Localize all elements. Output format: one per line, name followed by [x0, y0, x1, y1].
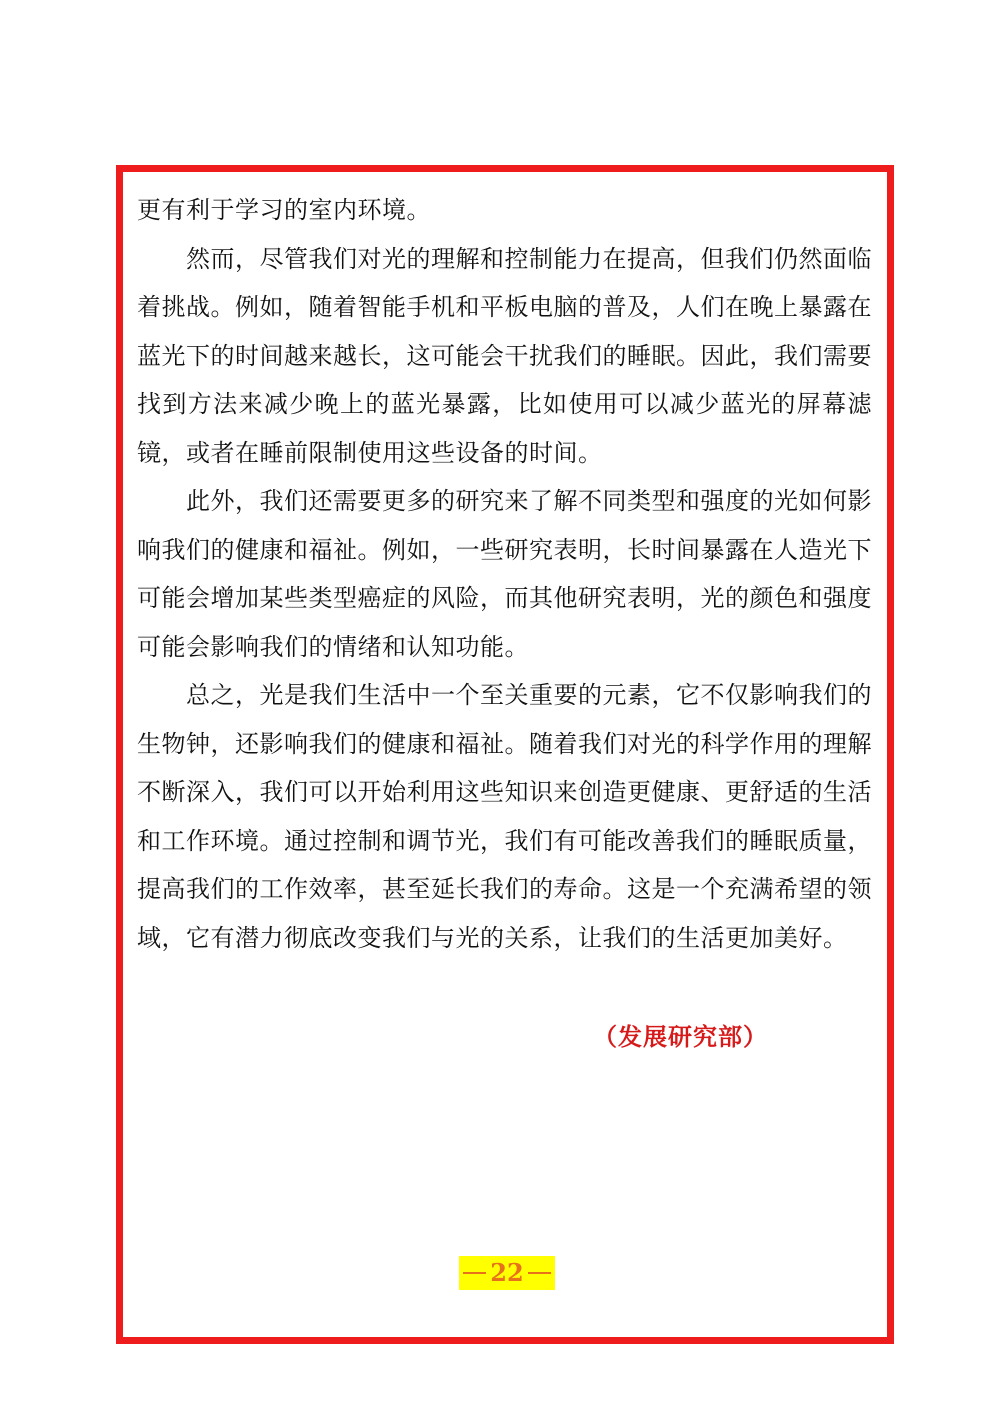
department-signature: （发展研究部） [593, 1022, 768, 1051]
page-number-badge [459, 1256, 555, 1290]
right-dash-icon [528, 1272, 551, 1274]
page-number: 22 [490, 1258, 524, 1287]
paragraph-4: 总之，光是我们生活中一个至关重要的元素，它不仅影响我们的生物钟，还影响我们的健康和福祉。随着我们对光的科学作用的理解不断深入，我们可以开始利用这些知识来创造更健康、更舒适的生活和工作环境。通过控制和调节光，我们有可能改善我们的睡眠质量，提高我们的工作效率，甚至延长我们的寿命。这是一个充满希望的领域，它有潜力彻底改变我们与光的关系，让我们的生活更加美好。 [137, 681, 872, 952]
left-dash-icon [463, 1272, 486, 1274]
page-frame [116, 165, 894, 1344]
article-body [137, 186, 872, 962]
paragraph-2: 然而，尽管我们对光的理解和控制能力在提高，但我们仍然面临着挑战。例如，随着智能手机和平板电脑的普及，人们在晚上暴露在蓝光下的时间越来越长，这可能会干扰我们的睡眠。因此，我们需要找到方法来减少晚上的蓝光暴露，比如使用可以减少蓝光的屏幕滤镜，或者在睡前限制使用这些设备的时间。 [137, 244, 872, 467]
paragraph-1: 更有利于学习的室内环境。 [137, 196, 431, 224]
paragraph-3: 此外，我们还需要更多的研究来了解不同类型和强度的光如何影响我们的健康和福祉。例如，一些研究表明，长时间暴露在人造光下可能会增加某些类型癌症的风险，而其他研究表明，光的颜色和强度可能会影响我们的情绪和认知功能。 [137, 487, 872, 661]
